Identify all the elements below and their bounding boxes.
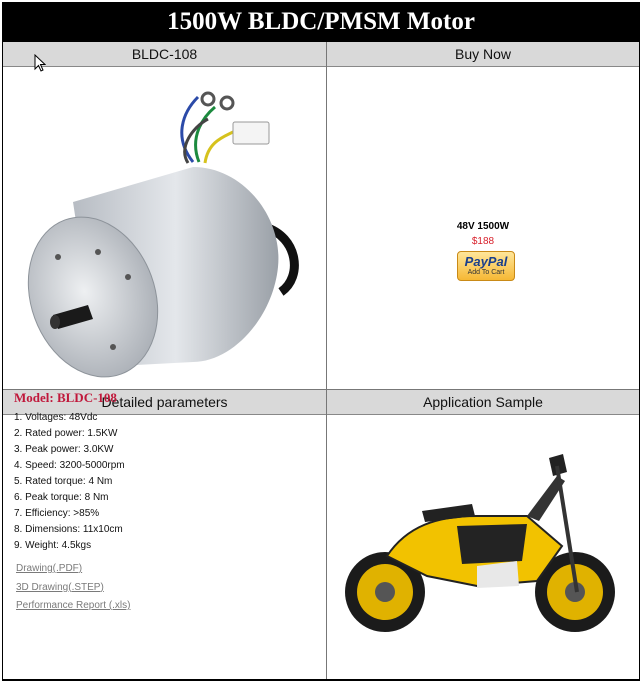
- document-links: [16, 560, 130, 616]
- header-product-name: BLDC-108: [3, 42, 326, 67]
- add-to-cart-label: Add To Cart: [467, 269, 505, 276]
- param-item: 4. Speed: 3200-5000rpm: [14, 460, 125, 471]
- param-item: 5. Rated torque: 4 Nm: [14, 476, 113, 487]
- buy-model: 48V 1500W: [456, 221, 510, 232]
- buy-price: $188: [471, 236, 495, 247]
- table-bottom-border: [3, 679, 639, 681]
- param-item: 6. Peak torque: 8 Nm: [14, 492, 109, 503]
- buy-panel: [327, 68, 639, 390]
- param-item: 8. Dimensions: 11x10cm: [14, 524, 123, 535]
- paypal-logo-icon: PayPal: [464, 254, 508, 269]
- header-application-sample: Application Sample: [327, 390, 639, 415]
- param-item: 3. Peak power: 3.0KW: [14, 444, 114, 455]
- model-title: Model: BLDC-108: [14, 390, 117, 405]
- param-item: 2. Rated power: 1.5KW: [14, 428, 118, 439]
- mouse-cursor-icon: [34, 54, 46, 72]
- motorcycle-illustration: [327, 416, 639, 678]
- paypal-add-to-cart-button[interactable]: [457, 251, 515, 281]
- motorcycle-image: [327, 416, 639, 678]
- motor-illustration: [3, 67, 326, 389]
- param-item: 1. Voltages: 48Vdc: [14, 412, 98, 423]
- drawing-3d-link[interactable]: 3D Drawing(.STEP): [16, 581, 104, 593]
- parameters-list: [14, 390, 314, 554]
- header-buy-now: Buy Now: [327, 42, 639, 67]
- motor-image: [3, 67, 326, 389]
- header-detailed-parameters: Detailed parameters: [3, 390, 326, 415]
- drawing-pdf-link[interactable]: Drawing(.PDF): [16, 563, 83, 574]
- page-title: 1500W BLDC/PMSM Motor: [2, 2, 640, 42]
- performance-report-link[interactable]: Performance Report (.xls): [16, 600, 131, 611]
- param-item: 9. Weight: 4.5kgs: [14, 540, 92, 551]
- param-item: 7. Efficiency: >85%: [14, 508, 100, 519]
